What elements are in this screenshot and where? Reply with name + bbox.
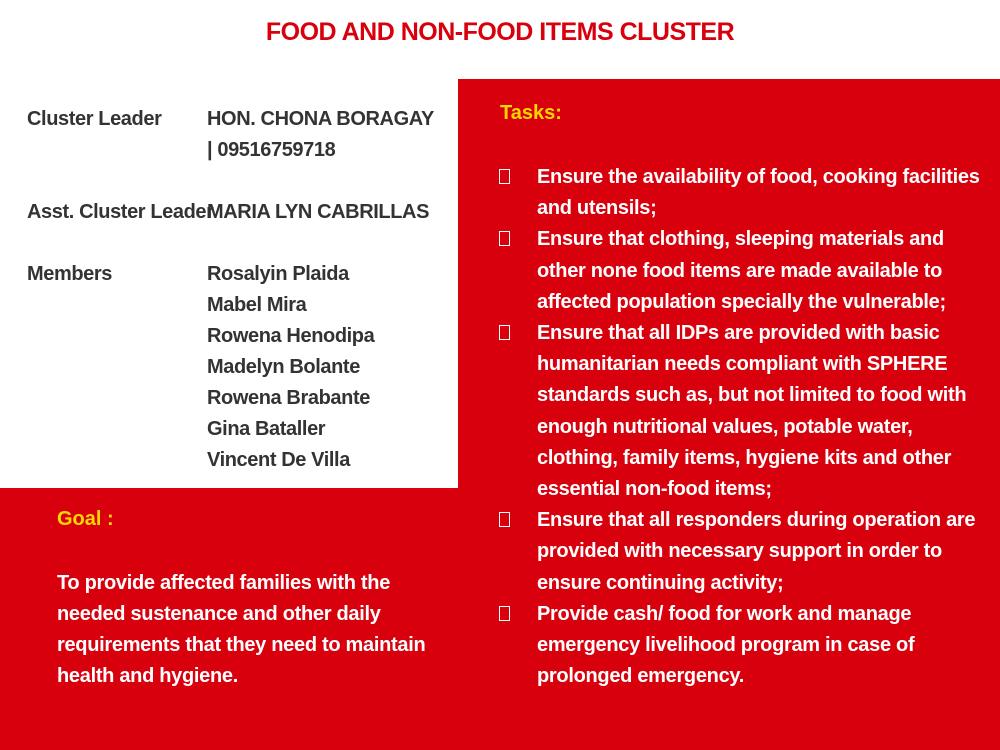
task-text: Ensure the availability of food, cooking facilities and utensils;: [537, 166, 980, 220]
member-name: Rosalyin Plaida: [207, 263, 349, 285]
task-text: Ensure that all IDPs are provided with basic humanitarian needs compliant with SPHERE standards such as, but not limited to food with enough nutritional values, potable water, clothing, family items, hygiene kits and other essential non-food items;: [537, 322, 967, 501]
cluster-leader-phone: | 09516759718: [207, 139, 336, 161]
goal-text: To provide affected families with the needed sustenance and other daily requirements that they need to maintain health and hygiene.: [57, 572, 426, 687]
box-bullet-icon: [499, 169, 510, 184]
task-text: Ensure that all responders during operation are provided with necessary support in order to ensure continuing activity;: [537, 509, 976, 594]
task-item: [497, 599, 987, 693]
asst-cluster-leader-name: MARIA LYN CABRILLAS: [207, 201, 430, 223]
tasks-list: [497, 162, 987, 692]
box-bullet-icon: [499, 231, 510, 246]
member-name: Vincent De Villa: [207, 449, 350, 471]
box-bullet-icon: [499, 606, 510, 621]
page-title: FOOD AND NON-FOOD ITEMS CLUSTER: [265, 18, 735, 46]
task-item: [497, 162, 987, 224]
member-name: Rowena Henodipa: [207, 325, 375, 347]
member-name: Mabel Mira: [207, 294, 307, 316]
task-item: [497, 224, 987, 318]
members-label: Members: [27, 263, 113, 285]
task-text: Ensure that clothing, sleeping materials and other none food items are made available to affected population specially the vulnerable;: [537, 228, 946, 313]
asst-cluster-leader-label: Asst. Cluster Leader: [27, 201, 214, 223]
box-bullet-icon: [499, 512, 510, 527]
member-name: Gina Bataller: [207, 418, 326, 440]
task-item: [497, 318, 987, 505]
goal-heading: Goal :: [57, 508, 114, 530]
tasks-heading: Tasks:: [500, 102, 562, 124]
cluster-leader-value: [207, 104, 434, 166]
task-item: [497, 505, 987, 599]
members-list: [207, 259, 374, 476]
cluster-leader-label: Cluster Leader: [27, 108, 162, 130]
cluster-leader-name: HON. CHONA BORAGAY: [207, 108, 434, 130]
task-text: Provide cash/ food for work and manage emergency livelihood program in case of prolonged emergency.: [537, 602, 915, 688]
member-name: Rowena Brabante: [207, 387, 370, 409]
member-name: Madelyn Bolante: [207, 356, 360, 378]
box-bullet-icon: [499, 325, 510, 340]
